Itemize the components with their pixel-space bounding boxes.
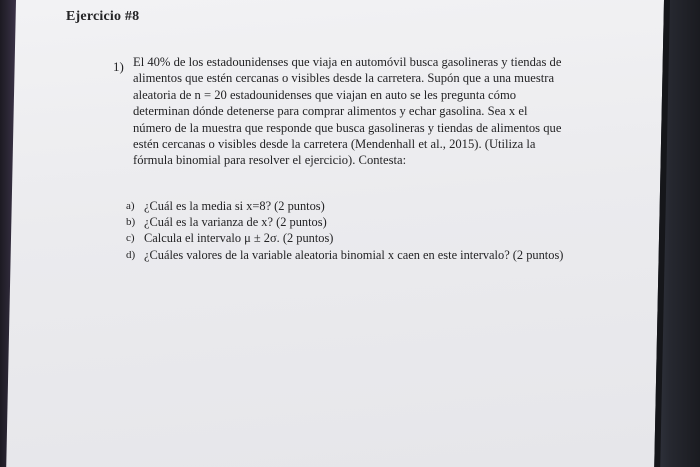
question-line: estén cercanas o visibles desde la carretera (Mendenhall et al., 2015). (Utiliza la <box>133 137 536 152</box>
question-line: determinan dónde detenerse para comprar alimentos y echar gasolina. Sea x el <box>133 104 528 119</box>
sub-question-letter: b) <box>126 216 136 229</box>
question-line: El 40% de los estadounidenses que viaja en automóvil busca gasolineras y tiendas de <box>133 55 562 69</box>
question-number: 1) <box>113 59 124 74</box>
sub-question-text: ¿Cuál es la varianza de x? (2 puntos) <box>144 215 327 230</box>
question-line: fórmula binomial para resolver el ejercicio). Contesta: <box>133 153 407 168</box>
sub-question-text: Calcula el intervalo μ ± 2σ. (2 puntos) <box>144 231 334 246</box>
question-text <box>133 54 593 169</box>
document-content <box>16 0 664 467</box>
question-line: aleatoria de n = 20 estadounidenses que viajan en auto se les pregunta cómo <box>133 87 517 102</box>
sub-question-b <box>126 214 626 230</box>
sub-question-letter: d) <box>126 248 136 261</box>
sub-question-text: ¿Cuál es la media si x=8? (2 puntos) <box>144 199 325 213</box>
sub-question-d <box>126 247 626 263</box>
sub-question-c <box>126 230 626 246</box>
sub-question-letter: c) <box>126 232 135 245</box>
document-screen <box>6 0 670 467</box>
exercise-title: Ejercicio #8 <box>66 9 140 24</box>
sub-question-a <box>126 198 626 214</box>
sub-question-text: ¿Cuáles valores de la variable aleatoria binomial x caen en este intervalo? (2 puntos) <box>144 247 564 262</box>
question-line: alimentos que estén cercanas o visibles desde la carretera. Supón que a una muestra <box>133 71 555 86</box>
sub-questions-list <box>126 198 626 263</box>
sub-question-letter: a) <box>126 200 135 212</box>
question-line: número de la muestra que responde que busca gasolineras y tiendas de alimentos que <box>133 120 562 135</box>
